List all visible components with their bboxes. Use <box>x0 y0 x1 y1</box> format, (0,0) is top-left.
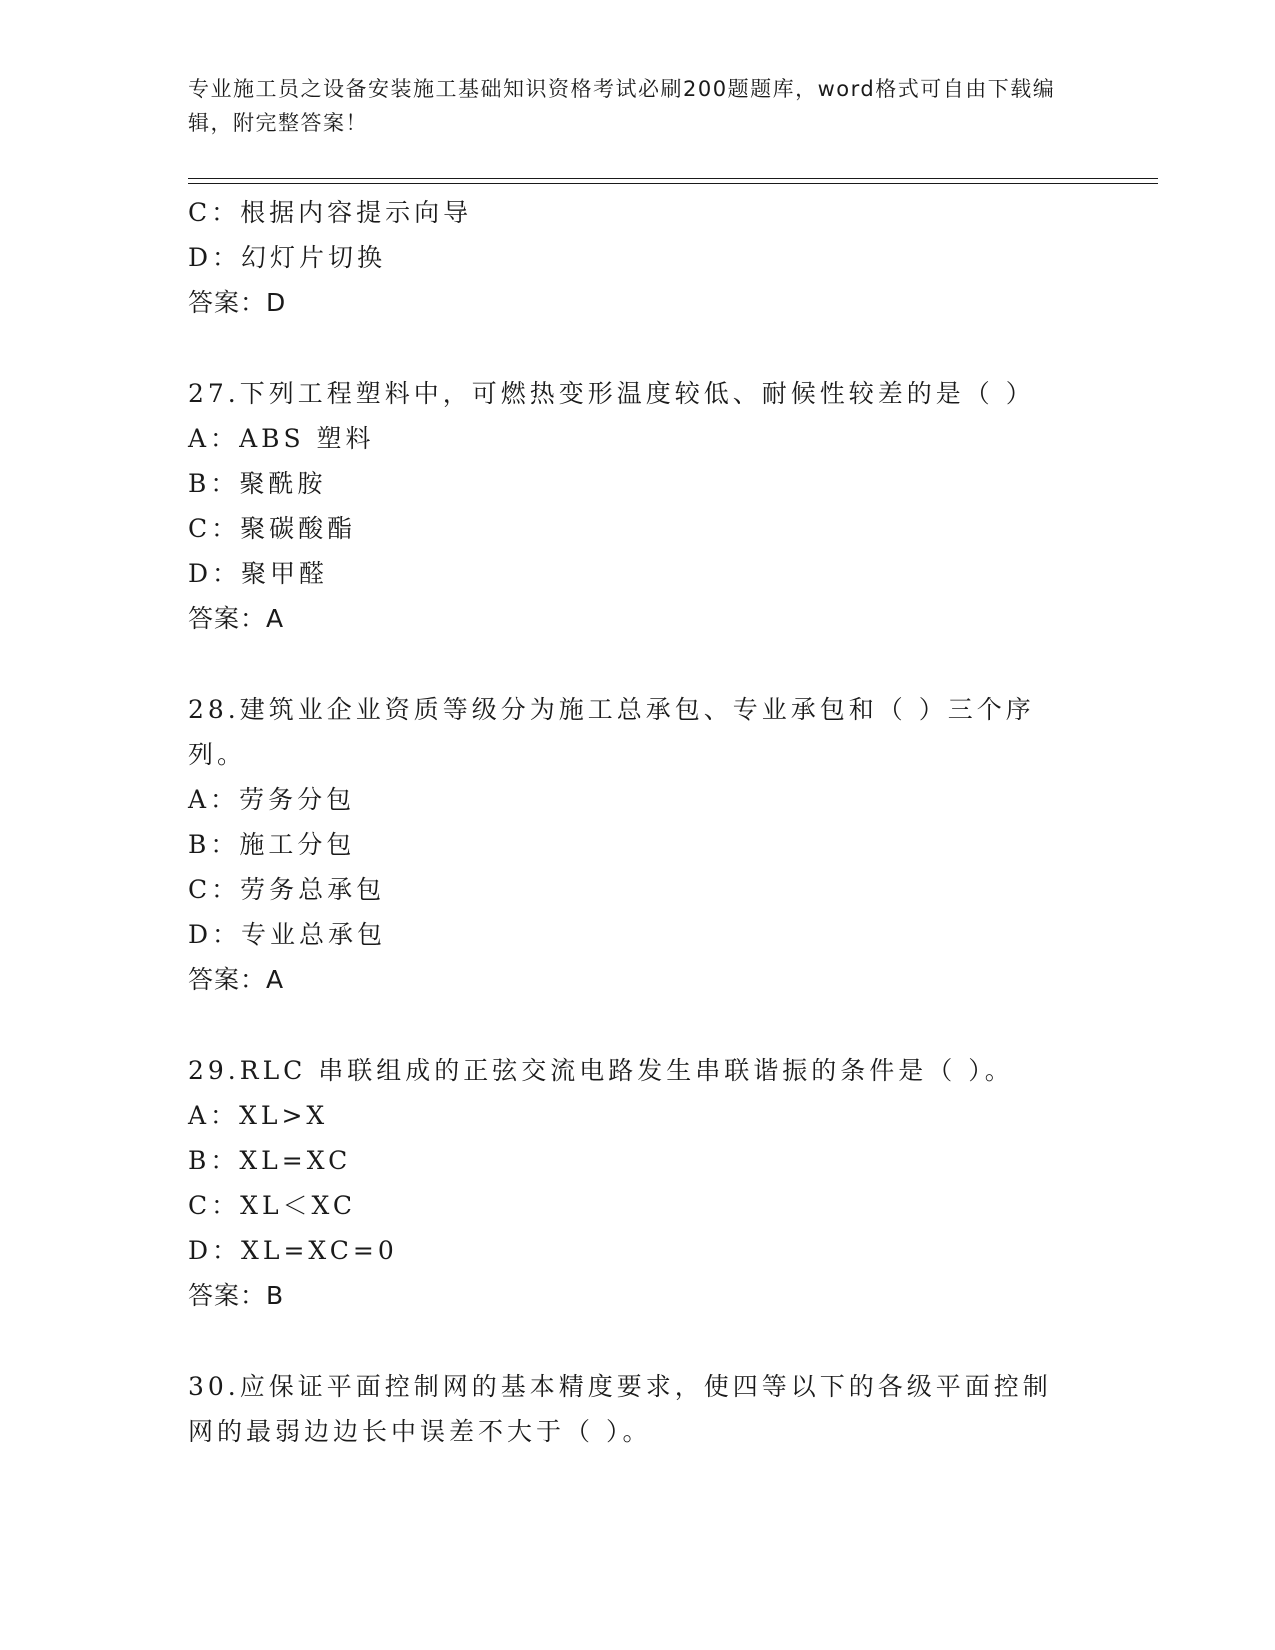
option-text: XL＜XC <box>240 1191 357 1220</box>
header-divider <box>188 178 1158 184</box>
question-block-28 <box>188 687 1148 1002</box>
question-block-27 <box>188 371 1148 641</box>
answer-line: 答案：B <box>188 1281 285 1310</box>
option-text: 施工分包 <box>239 830 356 859</box>
answer-line: 答案：D <box>188 288 287 317</box>
option-label: C： <box>188 514 241 543</box>
option-label: B： <box>188 830 240 859</box>
question-block-continued <box>188 190 1148 325</box>
option-label: C： <box>188 1191 241 1220</box>
option-a <box>188 416 1148 461</box>
option-label: C： <box>188 875 241 904</box>
option-label: C： <box>188 198 241 227</box>
option-a <box>188 1093 1148 1138</box>
option-text: 劳务分包 <box>239 785 356 814</box>
option-b <box>188 461 1148 506</box>
option-b <box>188 822 1148 867</box>
option-label: A： <box>188 785 240 814</box>
option-label: B： <box>188 469 240 498</box>
question-list <box>188 190 1148 1454</box>
option-text: 劳务总承包 <box>240 875 386 904</box>
question-text: 27.下列工程塑料中，可燃热变形温度较低、耐候性较差的是（ ） <box>188 379 1035 408</box>
option-text: XL>X <box>239 1101 329 1130</box>
option-label: D： <box>188 559 242 588</box>
option-b <box>188 1138 1148 1183</box>
option-text: ABS 塑料 <box>239 424 375 453</box>
option-d <box>188 1228 1148 1273</box>
option-d <box>188 235 1148 280</box>
option-text: 幻灯片切换 <box>241 243 387 272</box>
option-text: 聚酰胺 <box>239 469 327 498</box>
option-label: D： <box>188 243 242 272</box>
option-text: 专业总承包 <box>241 920 387 949</box>
option-label: D： <box>188 1236 242 1265</box>
option-label: D： <box>188 920 242 949</box>
option-c <box>188 1183 1148 1228</box>
header-title: 专业施工员之设备安装施工基础知识资格考试必刷200题题库，word格式可自由下载编辑，附完整答案！ <box>188 77 1056 135</box>
question-block-29 <box>188 1048 1148 1318</box>
option-text: 聚碳酸酯 <box>240 514 357 543</box>
option-label: A： <box>188 1101 240 1130</box>
question-text: 29.RLC 串联组成的正弦交流电路发生串联谐振的条件是（ ）。 <box>188 1056 1014 1085</box>
option-d <box>188 912 1148 957</box>
option-text: 聚甲醛 <box>241 559 329 588</box>
question-text: 28.建筑业企业资质等级分为施工总承包、专业承包和（ ）三个序列。 <box>188 695 1035 769</box>
option-label: A： <box>188 424 240 453</box>
document-header <box>188 72 1088 140</box>
answer-line: 答案：A <box>188 965 285 994</box>
answer-line: 答案：A <box>188 604 285 633</box>
option-d <box>188 551 1148 596</box>
option-text: XL=XC=0 <box>241 1236 398 1265</box>
option-c <box>188 190 1148 235</box>
option-c <box>188 506 1148 551</box>
option-text: 根据内容提示向导 <box>240 198 473 227</box>
question-text: 30.应保证平面控制网的基本精度要求，使四等以下的各级平面控制网的最弱边边长中误差不大于（ ）。 <box>188 1372 1052 1446</box>
question-block-30 <box>188 1364 1148 1454</box>
option-c <box>188 867 1148 912</box>
option-label: B： <box>188 1146 240 1175</box>
option-a <box>188 777 1148 822</box>
option-text: XL=XC <box>239 1146 352 1175</box>
